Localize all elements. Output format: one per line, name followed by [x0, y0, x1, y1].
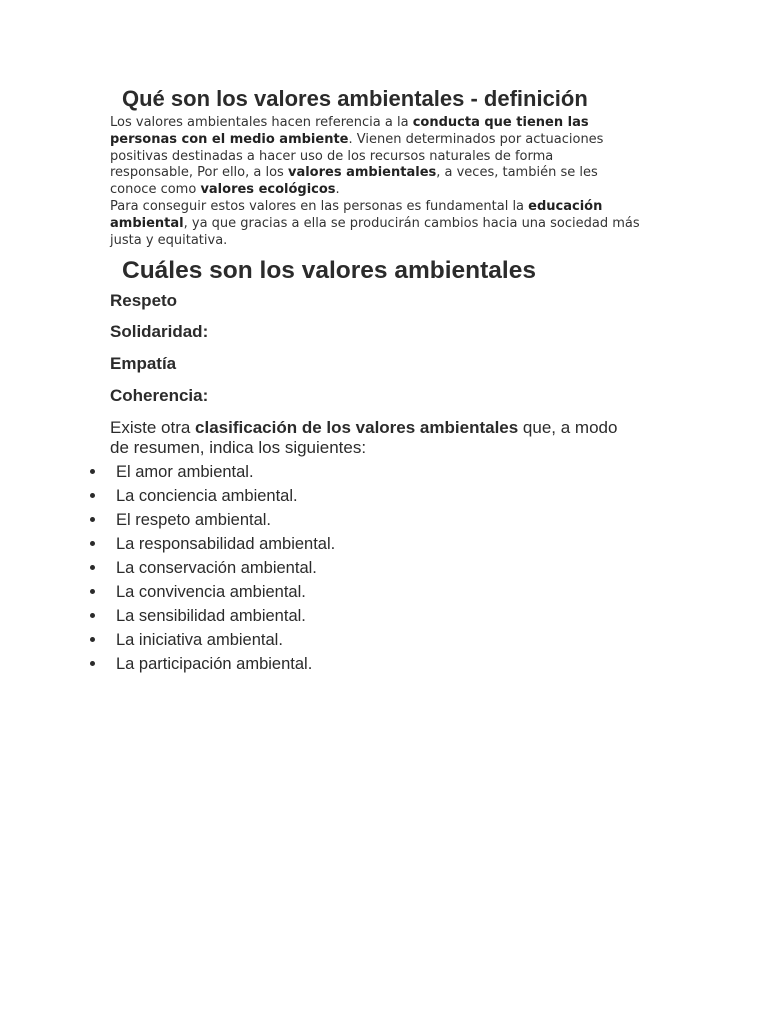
bullet-icon [90, 469, 95, 474]
intro-p1-text-g: . [335, 182, 340, 198]
value-heading-solidaridad: Solidaridad: [110, 322, 209, 341]
list-item [90, 628, 283, 652]
value-heading-coherencia: Coherencia: [110, 386, 209, 405]
intro-p1-text-e: , a veces, también se les conoce como [110, 165, 598, 198]
list-item-text: La convivencia ambiental. [116, 583, 306, 601]
intro-section [110, 115, 640, 249]
list-item-text: La conservación ambiental. [116, 559, 317, 577]
list-item-text: La iniciativa ambiental. [116, 631, 283, 649]
intro-p1-bold-valores-ecologicos: valores ecológicos [200, 182, 336, 198]
classification-paragraph [110, 418, 640, 458]
list-item [90, 460, 254, 484]
bullet-icon [90, 589, 95, 594]
value-heading-respeto: Respeto [110, 291, 178, 310]
list-item-text: La responsabilidad ambiental. [116, 535, 336, 553]
bullet-icon [90, 565, 95, 570]
bullet-icon [90, 493, 95, 498]
values-list [90, 460, 336, 676]
intro-p1-text-a: Los valores ambientales hacen referencia a la [110, 115, 413, 130]
list-item-text: La sensibilidad ambiental. [116, 607, 306, 625]
intro-paragraph-2 [110, 199, 640, 249]
section-title: Cuáles son los valores ambientales [122, 257, 536, 284]
bullet-icon [90, 661, 95, 666]
intro-paragraph-1 [110, 115, 640, 199]
intro-p2-text-c: , ya que gracias a ella se producirán cambios hacia una sociedad más justa y equitativa. [110, 215, 640, 248]
bullet-icon [90, 613, 95, 618]
value-heading-empatia: Empatía [110, 354, 177, 373]
bullet-icon [90, 541, 95, 546]
list-item-text: La conciencia ambiental. [116, 487, 298, 505]
list-item [90, 580, 306, 604]
list-item-text: La participación ambiental. [116, 655, 313, 673]
classification-text-a: Existe otra [110, 418, 196, 437]
classification-text-c: que, a modo de resumen, indica los siguientes: [110, 418, 618, 457]
list-item-text: El respeto ambiental. [116, 511, 272, 529]
list-item [90, 532, 336, 556]
intro-p2-bold-educacion: educación ambiental [110, 198, 603, 231]
list-item [90, 484, 298, 508]
intro-p1-bold-conducta: conducta que tienen las personas con el medio ambiente [110, 115, 589, 147]
list-item [90, 604, 306, 628]
bullet-icon [90, 637, 95, 642]
intro-p1-text-c: . Vienen determinados por actuaciones positivas destinadas a hacer uso de los recursos naturales de forma responsable, Por ello, a los [110, 131, 604, 181]
list-item-text: El amor ambiental. [116, 463, 254, 481]
intro-p1-bold-valores-ambientales: valores ambientales [287, 165, 437, 181]
bullet-icon [90, 517, 95, 522]
page-title: Qué son los valores ambientales - definición [122, 86, 588, 111]
list-item [90, 508, 272, 532]
intro-p2-text-a: Para conseguir estos valores en las personas es fundamental la [110, 198, 529, 214]
list-item [90, 556, 317, 580]
list-item [90, 652, 313, 676]
classification-bold: clasificación de los valores ambientales [195, 418, 519, 437]
